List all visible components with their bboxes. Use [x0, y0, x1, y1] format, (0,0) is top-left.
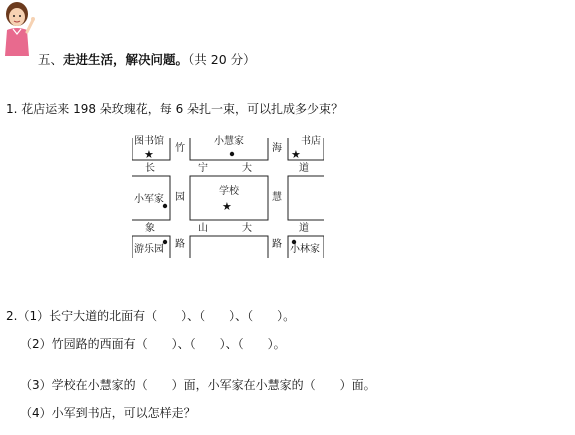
question-2-part-3: （3）学校在小慧家的（ ）面，小军家在小慧家的（ ）面。 — [20, 378, 376, 392]
place-xiaohui-home: 小慧家 — [214, 136, 244, 147]
street-map — [132, 132, 324, 262]
question-2-part-4: （4）小军到书店，可以怎样走？ — [20, 406, 196, 420]
place-bookstore: 书店 — [301, 136, 321, 147]
xiaohui-dot-icon — [230, 152, 234, 156]
road-zhu: 竹 — [175, 143, 185, 154]
road-da-bottom: 大 — [242, 223, 252, 234]
road-dao-top: 道 — [299, 163, 309, 174]
section-heading — [38, 50, 256, 68]
place-playground: 游乐园 — [134, 244, 164, 255]
road-da-top: 大 — [242, 163, 252, 174]
road-lu-left: 路 — [175, 239, 185, 250]
road-shan: 山 — [198, 223, 208, 234]
road-hai: 海 — [272, 143, 282, 154]
question-2-part-1: 2.（1）长宁大道的北面有（ ）、（ ）、（ ）。 — [6, 309, 296, 323]
school-star-icon: ★ — [222, 200, 232, 213]
road-hui: 慧 — [272, 192, 282, 203]
place-school: 学校 — [219, 186, 239, 197]
road-lu-right: 路 — [272, 239, 282, 250]
road-ning: 宁 — [198, 163, 208, 174]
section-number: 五、 — [38, 52, 64, 67]
section-score: （共 20 分） — [188, 52, 256, 67]
section-title: 走进生活，解决问题。 — [63, 52, 189, 67]
library-star-icon: ★ — [144, 148, 154, 161]
place-xiaojun-home: 小军家 — [134, 194, 164, 205]
bookstore-star-icon: ★ — [291, 148, 301, 161]
teacher-cartoon-icon — [2, 0, 36, 60]
question-2-part-2: （2）竹园路的西面有（ ）、（ ）、（ ）。 — [20, 337, 286, 351]
place-xiaolin-home: 小林家 — [290, 244, 320, 255]
place-library: 图书馆 — [134, 136, 164, 147]
road-dao-bottom: 道 — [299, 223, 309, 234]
road-yuan: 园 — [175, 192, 185, 203]
question-1: 1. 花店运来 198 朵玫瑰花，每 6 朵扎一束，可以扎成多少束？ — [6, 102, 344, 116]
road-xiang: 象 — [145, 223, 155, 234]
road-chang: 长 — [145, 163, 155, 174]
